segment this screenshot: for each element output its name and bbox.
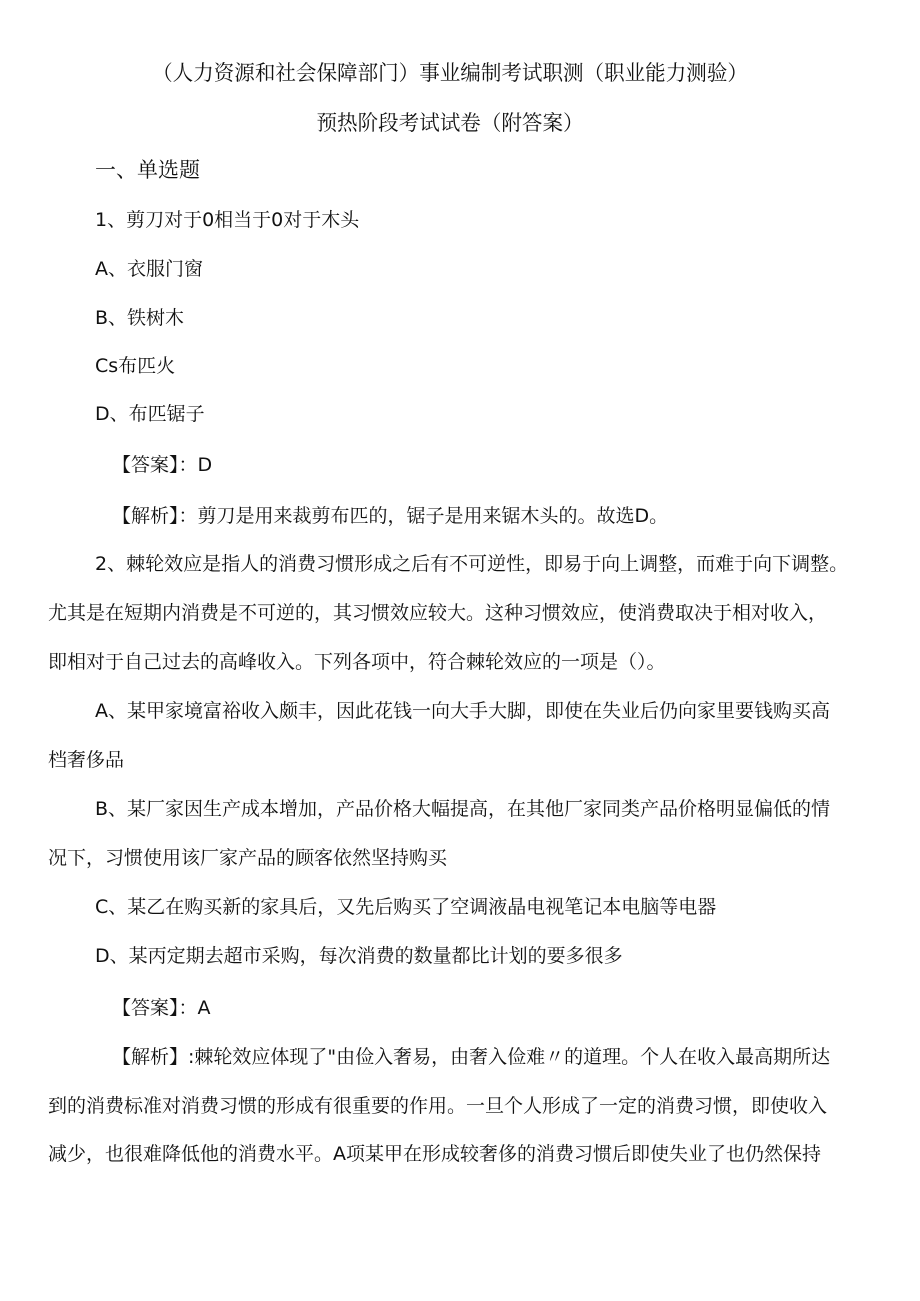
q1-option-c: Cs布匹火 [95,355,176,377]
q2-stem-line-3: 即相对于自己过去的高峰收入。下列各项中，符合棘轮效应的一项是（）。 [48,651,666,673]
q2-stem-line-2: 尤其是在短期内消费是不可逆的，其习惯效应较大。这种习惯效应，使消费取决于相对收入， [48,602,828,624]
document-title-line-1: （人力资源和社会保障部门）事业编制考试职测（职业能力测验） [152,61,748,85]
q2-analysis-line-3: 减少，也很难降低他的消费水平。A项某甲在形成较奢侈的消费习惯后即使失业了也仍然保持 [48,1143,821,1165]
q1-stem: 1、剪刀对于0相当于0对于木头 [95,209,360,231]
q1-analysis: 【解析】：剪刀是用来裁剪布匹的，锯子是用来锯木头的。故选D。 [112,505,669,527]
q2-option-a-line-1: A、某甲家境富裕收入颇丰，因此花钱一向大手大脚，即使在失业后仍向家里要钱购买高 [95,700,830,722]
q1-option-a: A、衣服门窗 [95,258,203,280]
q2-option-a-line-2: 档奢侈品 [48,749,125,771]
q1-option-d: D、布匹锯子 [95,403,205,425]
q2-analysis-line-1: 【解析】:棘轮效应体现了"由俭入奢易，由奢入俭难〃的道理。个人在收入最高期所达 [112,1046,831,1068]
q2-answer: 【答案】：A [112,997,211,1019]
q2-analysis-line-2: 到的消费标准对消费习惯的形成有很重要的作用。一旦个人形成了一定的消费习惯，即使收入 [48,1095,828,1117]
document-title-line-2: 预热阶段考试试卷（附答案） [316,111,584,135]
q2-option-d: D、某丙定期去超市采购，每次消费的数量都比计划的要多很多 [95,945,623,967]
q2-stem-line-1: 2、棘轮效应是指人的消费习惯形成之后有不可逆性，即易于向上调整，而难于向下调整。 [95,553,849,575]
q2-option-b-line-1: B、某厂家因生产成本增加，产品价格大幅提高，在其他厂家同类产品价格明显偏低的情 [95,798,831,820]
q2-option-b-line-2: 况下，习惯使用该厂家产品的顾客依然坚持购买 [48,847,448,869]
q2-option-c: C、某乙在购买新的家具后，又先后购买了空调液晶电视笔记本电脑等电器 [95,896,717,918]
section-heading: 一、单选题 [95,158,200,182]
q1-option-b: B、铁树木 [95,307,185,329]
q1-answer: 【答案】：D [112,454,213,476]
